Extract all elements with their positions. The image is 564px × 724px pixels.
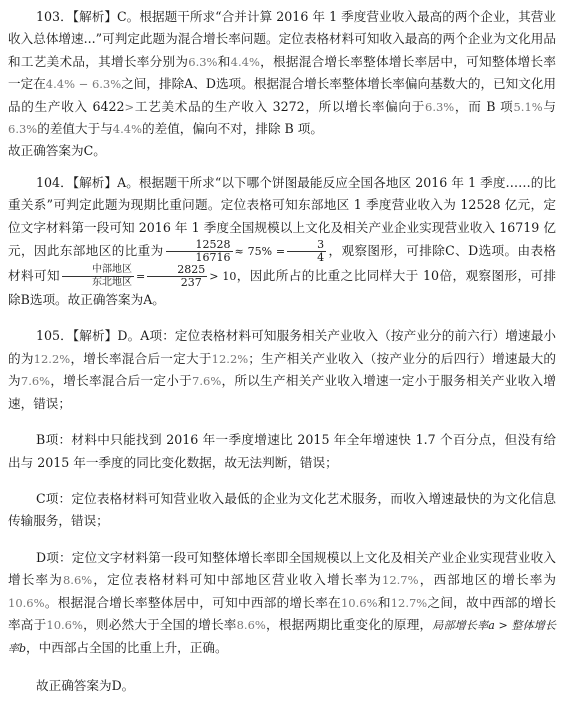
q104-paragraph — [8, 172, 556, 312]
math-value: 10.6% — [340, 595, 378, 610]
q105-final-answer — [8, 675, 556, 697]
q103-line: 增长率偏向于 — [345, 98, 425, 114]
math-value: 7.6% — [20, 374, 51, 389]
fraction-region-values — [147, 264, 207, 289]
fraction-three-quarters — [287, 239, 326, 264]
math-value: 12.2% — [33, 351, 71, 366]
q104-line: 倍，观察图形，可排除B选项。故正确答案为A。 — [8, 268, 557, 308]
q105-line: 文化信息传输服务，错误； — [8, 490, 556, 529]
q105-line: ，西部地区 — [418, 572, 489, 588]
q105-line: B项：材料中只能找到 2016 年一季度增速比 2015 年全年增速快 1.7 个百分点，但没 — [36, 432, 531, 448]
q103-paragraph — [8, 6, 556, 163]
math-value: > 10 — [209, 270, 237, 284]
math-value: 4.4% — [112, 122, 142, 137]
q103-line: 率居中，可知整体增长率一定在 — [8, 53, 557, 92]
q105-line: 有给出与 2015 年一季度的同比变化数据，故无法判断，错误； — [8, 432, 557, 470]
q104-line: 度……的比重关系”可判定此题为现期比重问题。定位表格可知东部地区 1 季度营业收入 — [8, 174, 557, 213]
q105-paragraph-b — [8, 429, 556, 474]
fraction-denominator: 237 — [180, 276, 202, 290]
q103-answer: 故正确答案为C。 — [8, 143, 106, 159]
q104-line: 为 12528 亿元，定位文字材料第一段可知 2016 年 1 季度全国规模以上文化及相关产业企业 — [8, 197, 556, 235]
fraction-east-share — [166, 239, 233, 264]
fraction-denominator: 4 — [317, 251, 325, 265]
q103-line: 的差值，偏向不对，排除 B 项。 — [142, 121, 323, 137]
q105-line: 原理， — [393, 616, 433, 632]
math-value: 5.1% — [513, 99, 543, 114]
fraction-denominator: 东北地区 — [91, 277, 132, 289]
q105-line: 。根据混合增长率整体居中，可知中西部的增长率在 — [44, 594, 341, 610]
q105-line: 增速最小的为 — [8, 328, 556, 366]
math-value: 6.3% — [8, 122, 38, 137]
q104-line: C、D选项。由表格材料可知 — [8, 243, 556, 284]
q105-line: ，所以生产相关产业收入增速一定小 — [221, 373, 428, 389]
fraction-numerator: 3 — [287, 239, 326, 252]
q105-line: ，定位表格材料可知中部地区营业收入增长率为 — [92, 572, 383, 588]
q105-line: ，根据两期比重变化的 — [265, 616, 394, 632]
q103-line: 与 — [542, 98, 556, 114]
q104-line: 104．【解析】A。根据题干所求“以下哪个饼图最能反应全国各地区 2016 年 1 季 — [36, 174, 493, 190]
math-value: 10.6% — [46, 617, 83, 632]
math-value: 12.7% — [390, 595, 428, 610]
q103-line: 之间，排除A、D选项。根据混合增长率整体 — [121, 76, 368, 92]
q105-line: D项：定位文字材料第一段可知整体增长率即全国规模以上文化及相关产业企业实现 — [36, 549, 506, 565]
fraction-numerator: 2825 — [147, 264, 207, 277]
q105-paragraph-c — [8, 488, 556, 533]
q103-line: 的差值大于与 — [37, 121, 113, 137]
math-value: 6.3% — [188, 54, 218, 69]
q105-paragraph-a — [8, 325, 556, 415]
math-value: 12.2% — [211, 351, 249, 366]
q105-line: 105．【解析】D。A项：定位表格材料可知服务相关产业收入（按产业分的前六行） — [36, 328, 506, 344]
math-value: 6.3% — [425, 99, 455, 114]
q103-line: 和 — [217, 53, 231, 69]
q105-line: C项：定位表格材料可知营业收入最低的企业为文化艺术服务，而收入增速最快的为 — [36, 490, 506, 506]
q103-line: 个企业为文化用品和工艺美术品，其增长率分别为 — [8, 31, 557, 69]
q103-line: 工艺美术品的生产收入 3272，所以 — [134, 98, 346, 114]
q103-line: ，而 B 项 — [454, 98, 514, 114]
q105-paragraph-d — [8, 547, 556, 661]
q103-line: 其营业收入总体增速...”可判定此题为混合增长率问题。定位表格材料可知收入最高的两 — [8, 9, 557, 47]
math-value: > — [124, 99, 135, 114]
math-value: 4.4% — [230, 54, 260, 69]
q105-line: ，增长率混合后一定大于 — [70, 350, 212, 366]
math-value: 4.4% − 6.3% — [45, 77, 122, 92]
q105-line: 行）增速最大的为 — [8, 350, 557, 389]
q105-line: ；生产相关产业收入（按产业分的后四 — [248, 350, 467, 366]
q105-line: ，中西部占全国的比重上升，正确。 — [26, 640, 228, 656]
math-value: 7.6% — [192, 374, 222, 389]
q105-line: ，则必然大于全国的增长率 — [82, 616, 237, 632]
fraction-numerator: 中部地区 — [62, 264, 134, 277]
q104-line: ，因此所占的比重之比同样大于 10 — [236, 268, 440, 284]
q104-line: ，观察图形，可排除 — [328, 243, 446, 259]
q105-line: 于服务相关产业收入增速，错误； — [8, 373, 557, 411]
fraction-denominator: 16716 — [195, 251, 231, 265]
math-value: 10.6% — [8, 595, 45, 610]
q105-line: 之 — [427, 594, 441, 610]
math-value: 8.6% — [62, 573, 93, 588]
q103-line: 103．【解析】C。根据题干所求“合并计算 2016 年 1 季度营业收入最高的两个企业， — [36, 9, 519, 24]
q103-line: ，根据混合增长率整体增长 — [259, 53, 415, 69]
math-value: 8.6% — [236, 617, 266, 632]
q105-line: 营业收入增长率为 — [8, 549, 556, 588]
answer-text: 故正确答案为D。 — [36, 677, 135, 693]
fraction-numerator: 12528 — [166, 239, 233, 252]
q105-line: 间，故中西部的增长率高于 — [8, 594, 557, 632]
math-value: 12.7% — [382, 573, 419, 588]
fraction-region-ratio — [62, 264, 134, 289]
q105-line: ，增长率混合后一定小于 — [50, 373, 193, 389]
q103-line: 增长率偏向基数大的，已知文化用品的生产收入 6422 — [8, 76, 557, 114]
q105-line: 和 — [377, 594, 391, 610]
formula-text: 局部增长率a > 整体增长率b — [8, 618, 557, 656]
math-value: = — [135, 270, 146, 284]
math-value: ≈ 75% = — [234, 245, 286, 259]
q104-line: 实现营业收入 16719 亿元，因此东部地区的比重为 — [8, 219, 556, 259]
q105-line: 的增长率为 — [488, 572, 557, 588]
